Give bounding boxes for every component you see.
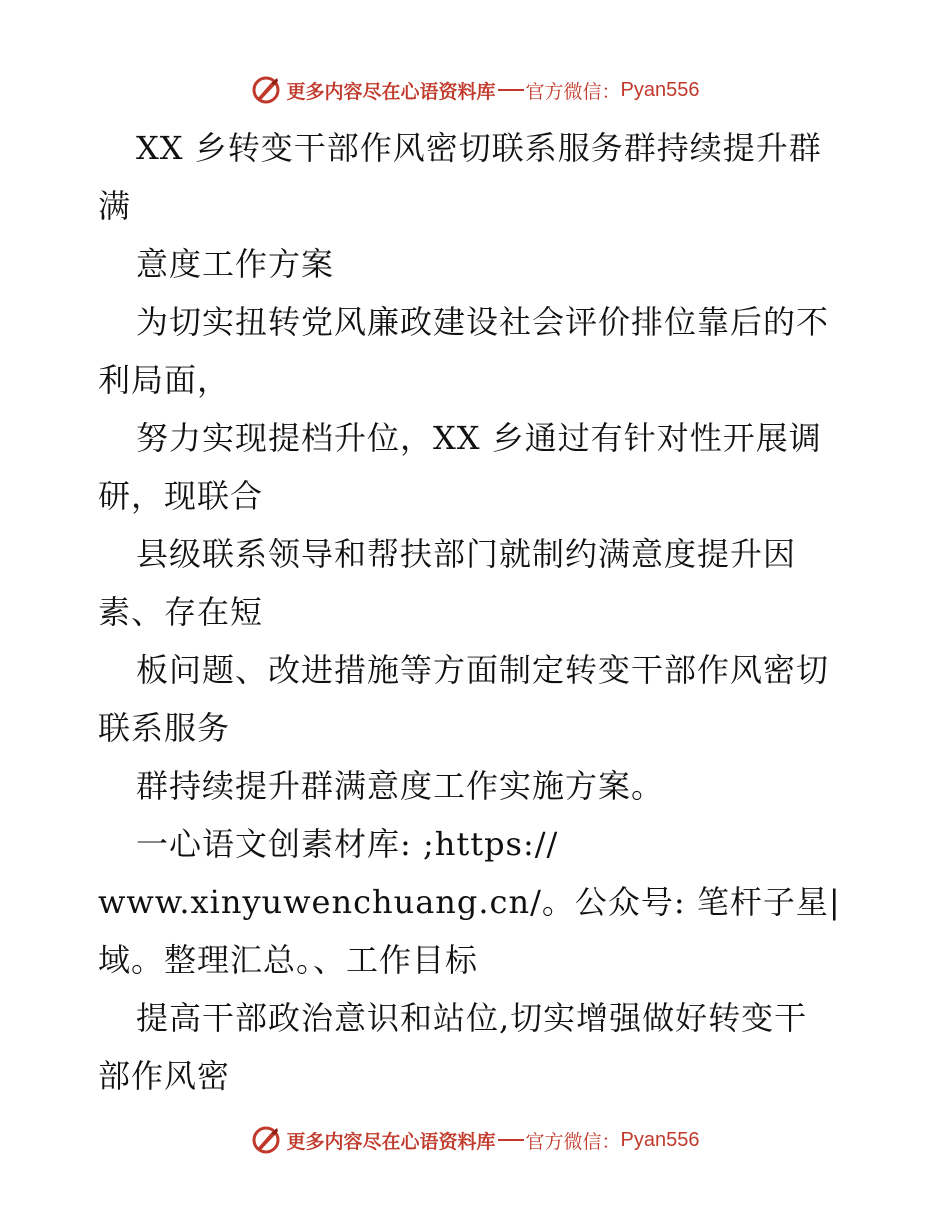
banner-main-text: 更多内容尽在心语资料库 <box>286 80 496 103</box>
banner-wechat-id: Pyan556 <box>620 78 700 101</box>
text-line: 素、存在短 <box>98 593 264 631</box>
text-line: 满 <box>98 187 132 225</box>
text-line: 利局面， <box>98 361 231 399</box>
document-body <box>98 119 878 1105</box>
text-line: 努力实现提档升位，XX 乡通过有针对性开展调 <box>136 419 822 457</box>
banner-dash <box>498 1139 524 1141</box>
text-line: 一心语文创素材库: ;https:// <box>136 825 559 863</box>
text-line: 意度工作方案 <box>136 245 335 283</box>
quill-pen-logo-icon <box>251 1125 281 1155</box>
banner-wechat-id: Pyan556 <box>620 1128 700 1151</box>
quill-pen-logo-icon <box>251 75 281 105</box>
banner-sub-text: 官方微信： <box>525 80 621 103</box>
text-line: 联系服务 <box>98 709 231 747</box>
text-line: 部作风密 <box>98 1057 231 1095</box>
footer-banner <box>0 1120 950 1160</box>
text-line: 群持续提升群满意度工作实施方案。 <box>136 767 665 805</box>
text-line: 域。整理汇总。、工作目标 <box>98 941 479 979</box>
text-line: 为切实扭转党风廉政建设社会评价排位靠后的不 <box>136 303 830 341</box>
text-line: 县级联系领导和帮扶部门就制约满意度提升因 <box>136 535 797 573</box>
banner-sub-text: 官方微信： <box>525 1130 621 1153</box>
banner-dash <box>498 89 524 91</box>
text-line: XX 乡转变干部作风密切联系服务群持续提升群 <box>136 129 822 167</box>
text-line: www.xinyuwenchuang.cn/。公众号: 笔杆子星| <box>98 883 841 921</box>
banner-main-text: 更多内容尽在心语资料库 <box>286 1130 496 1153</box>
header-banner <box>0 70 950 110</box>
text-line: 研，现联合 <box>98 477 264 515</box>
text-line: 板问题、改进措施等方面制定转变干部作风密切 <box>136 651 830 689</box>
text-line: 提高干部政治意识和站位,切实增强做好转变干 <box>136 999 808 1037</box>
